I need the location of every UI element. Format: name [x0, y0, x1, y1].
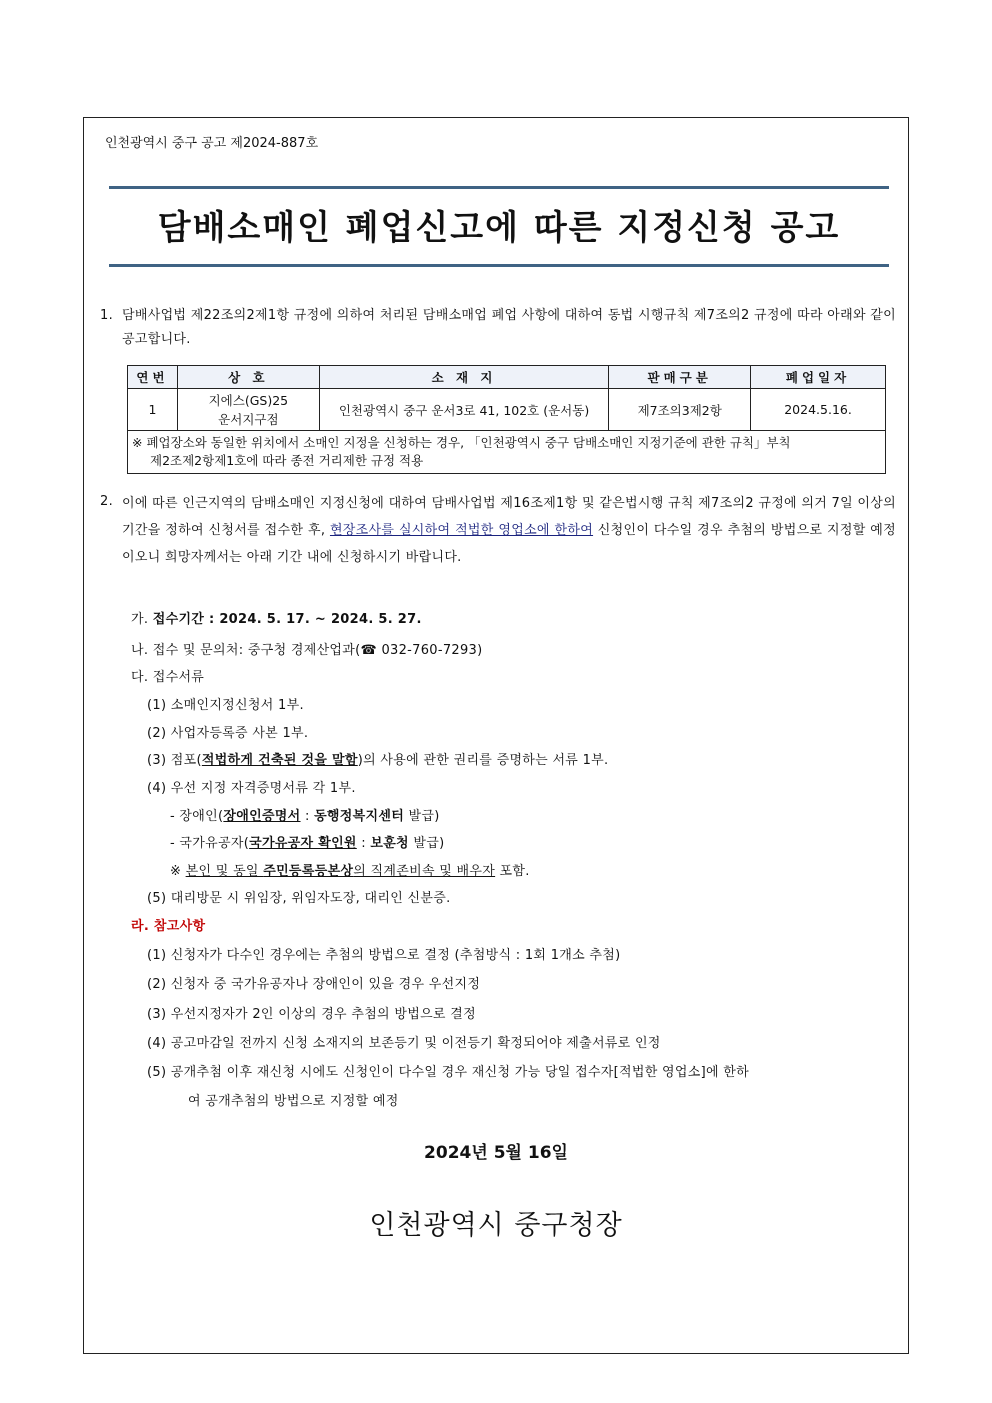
section-2-number: 2. — [100, 494, 114, 509]
doc-4-3-b: 본인 및 동일 — [185, 864, 264, 879]
table-note — [128, 431, 886, 474]
doc-4-3-d: 의 직계존비속 및 배우자 — [353, 864, 496, 879]
cell-no: 1 — [128, 389, 178, 431]
cell-name-line2: 운서지구점 — [218, 411, 279, 427]
doc-4-disabled — [170, 805, 440, 824]
section-2-text — [122, 490, 896, 571]
doc-5: (5) 대리방문 시 위임장, 위임자도장, 대리인 신분증. — [147, 891, 451, 906]
title-rule-bottom — [109, 264, 889, 267]
cell-name-line1: 지에스(GS)25 — [208, 392, 289, 408]
doc-4-veteran — [170, 832, 444, 851]
table-row — [128, 389, 886, 431]
doc-4-3-a: ※ — [170, 864, 186, 879]
table-note-row — [128, 431, 886, 474]
doc-2: (2) 사업자등록증 사본 1부. — [147, 726, 309, 741]
section-1-text: 담배사업법 제22조의2제1항 규정에 의하여 처리된 담배소매업 폐업 사항에 대하여 동법 시행규칙 제7조의2 규정에 따라 아래와 같이 공고합니다. — [122, 308, 896, 347]
item-na: 나. 접수 및 문의처: 중구청 경제산업과(☎ 032-760-7293) — [131, 643, 483, 658]
section-1 — [100, 304, 896, 352]
doc-4-2-c: : — [356, 836, 371, 851]
issuer: 인천광역시 중구청장 — [369, 1210, 623, 1241]
section-2 — [100, 490, 896, 571]
doc-1: (1) 소매인지정신청서 1부. — [147, 698, 304, 713]
doc-4-2-b: 국가유공자 확인원 — [249, 836, 357, 851]
ref-5-line2: 여 공개추첨의 방법으로 지정할 예정 — [188, 1094, 399, 1109]
doc-4-3-e: 포함. — [495, 864, 530, 879]
item-da: 다. 접수서류 — [131, 670, 205, 685]
ref-2: (2) 신청자 중 국가유공자나 장애인이 있을 경우 우선지정 — [147, 977, 481, 992]
section-2-text-b: 신청인이 다수일 경우 추첨의 방법으로 지정할 예정이오니 희망자께서는 아래 기간 내에 신청하시기 바랍니다. — [122, 523, 896, 565]
doc-4-1-b: 장애인증명서 — [223, 809, 301, 824]
notice-number: 인천광역시 중구 공고 제2024-887호 — [105, 136, 319, 151]
cell-address: 인천광역시 중구 운서3로 41, 102호 (운서동) — [319, 389, 609, 431]
doc-4-1-e: 발급) — [404, 809, 440, 824]
header-category: 판매구분 — [609, 366, 751, 389]
cell-name — [177, 389, 319, 431]
item-ga-label: 접수기간 : 2024. 5. 17. ~ 2024. 5. 27. — [152, 612, 422, 627]
table-note-line1: ※ 폐업장소와 동일한 위치에서 소매인 지정을 신청하는 경우, 「인천광역시 중구 담배소매인 지정기준에 관한 규칙」부칙 — [132, 435, 791, 450]
table-header-row — [128, 366, 886, 389]
doc-4-2-e: 발급) — [408, 836, 445, 851]
doc-3 — [147, 749, 608, 768]
title-rule-top — [109, 186, 889, 189]
doc-4-2-a: - 국가유공자( — [170, 836, 250, 851]
doc-4-1-a: - 장애인( — [170, 809, 224, 824]
header-no: 연번 — [128, 366, 178, 389]
header-closed-date: 폐업일자 — [751, 366, 886, 389]
doc-3-a: (3) 점포( — [147, 753, 202, 768]
section-2-underlined: 현장조사를 실시하여 적법한 영업소에 한하여 — [329, 523, 594, 538]
doc-4-2-d: 보훈청 — [370, 836, 409, 851]
doc-3-c: )의 사용에 관한 권리를 증명하는 서류 1부. — [357, 753, 609, 768]
doc-4-3-c: 주민등록등본상 — [263, 864, 354, 879]
notice-date: 2024년 5월 16일 — [424, 1143, 568, 1163]
ref-5-line1: (5) 공개추첨 이후 재신청 시에도 신청인이 다수일 경우 재신청 가능 당일 접수자[적법한 영업소]에 한하 — [147, 1065, 749, 1080]
doc-4-1-d: 동행정복지센터 — [314, 809, 405, 824]
cell-category: 제7조의3제2항 — [609, 389, 751, 431]
header-address: 소 재 지 — [319, 366, 609, 389]
page-title: 담배소매인 폐업신고에 따른 지정신청 공고 — [157, 208, 841, 248]
cell-closed-date: 2024.5.16. — [751, 389, 886, 431]
doc-3-b: 적법하게 건축된 것을 말함 — [201, 753, 358, 768]
item-ra: 라. 참고사항 — [131, 919, 206, 934]
item-ga-prefix: 가. — [131, 612, 153, 627]
doc-4-1-c: : — [300, 809, 315, 824]
closure-table — [127, 365, 886, 474]
ref-3: (3) 우선지정자가 2인 이상의 경우 추첨의 방법으로 결정 — [147, 1007, 476, 1022]
ref-4: (4) 공고마감일 전까지 신청 소재지의 보존등기 및 이전등기 확정되어야 제출서류로 인정 — [147, 1036, 661, 1051]
header-name: 상 호 — [177, 366, 319, 389]
section-1-number: 1. — [100, 308, 114, 323]
item-ga — [131, 608, 422, 627]
table-note-line2: 제2조제2항제1호에 따라 종전 거리제한 규정 적용 — [150, 453, 424, 468]
section-2-text-a: 이에 따른 인근지역의 담배소매인 지정신청에 대하여 담배사업법 제16조제1항 및 같은법시행 규칙 제7조의2 규정에 의거 7일 이상의 기간을 정하여 신청서를 접수한 후, — [122, 496, 896, 538]
doc-4-note — [170, 860, 530, 879]
ref-1: (1) 신청자가 다수인 경우에는 추첨의 방법으로 결정 (추첨방식 : 1회 1개소 추첨) — [147, 948, 621, 963]
doc-4: (4) 우선 지정 자격증명서류 각 1부. — [147, 781, 356, 796]
